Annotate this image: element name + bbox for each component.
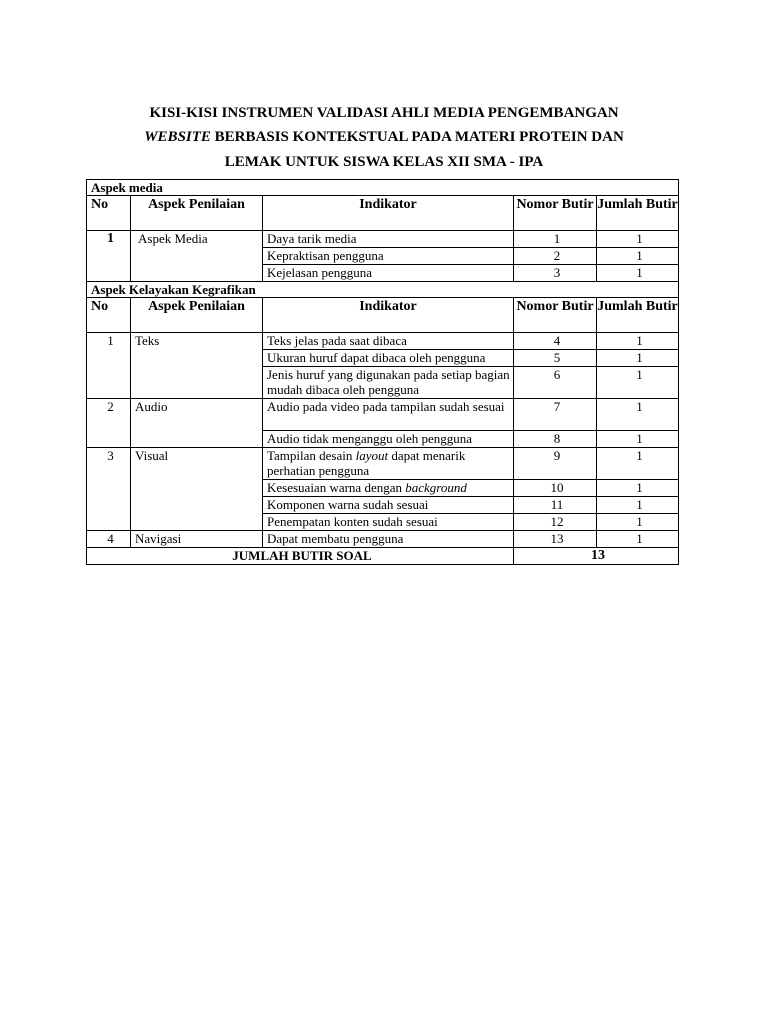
row-indikator: Dapat membatu pengguna [263, 531, 514, 548]
row-jumlah: 1 [597, 431, 679, 448]
total-row [87, 548, 679, 565]
kisi-kisi-table [86, 179, 679, 565]
header-no: No [87, 196, 131, 231]
row-jumlah: 1 [597, 514, 679, 531]
row-no: 3 [87, 448, 131, 531]
row-indikator: Kepraktisan pengguna [263, 248, 514, 265]
total-label: JUMLAH BUTIR SOAL [87, 548, 514, 565]
row-aspek: Navigasi [131, 531, 263, 548]
header-row [87, 196, 679, 231]
row-no: 4 [87, 531, 131, 548]
header-aspek: Aspek Penilaian [131, 196, 263, 231]
row-jumlah: 1 [597, 265, 679, 282]
row-jumlah: 1 [597, 231, 679, 248]
title-line2-rest: BERBASIS KONTEKSTUAL PADA MATERI PROTEIN DAN [210, 129, 624, 145]
section-row [87, 180, 679, 196]
row-jumlah: 1 [597, 531, 679, 548]
row-jumlah: 1 [597, 399, 679, 431]
header-nomor-butir: Nomor Butir [514, 298, 597, 333]
row-nomor: 2 [514, 248, 597, 265]
row-jumlah: 1 [597, 497, 679, 514]
row-indikator: Teks jelas pada saat dibaca [263, 333, 514, 350]
indikator-italic: background [405, 480, 467, 495]
row-indikator: Komponen warna sudah sesuai [263, 497, 514, 514]
section-label: Aspek Kelayakan Kegrafikan [87, 282, 679, 298]
table-row [87, 333, 679, 350]
row-nomor: 13 [514, 531, 597, 548]
indikator-italic: layout [355, 448, 389, 463]
header-row [87, 298, 679, 333]
row-aspek: Audio [131, 399, 263, 448]
row-indikator: Audio pada video pada tampilan sudah sesuai [263, 399, 514, 431]
row-jumlah: 1 [597, 248, 679, 265]
row-aspek: Teks [131, 333, 263, 399]
indikator-text: dapat menarik perhatian pengguna [267, 448, 466, 478]
document-title-line2 [0, 128, 768, 146]
row-indikator: Ukuran huruf dapat dibaca oleh pengguna [263, 350, 514, 367]
row-nomor: 8 [514, 431, 597, 448]
row-indikator: Penempatan konten sudah sesuai [263, 514, 514, 531]
header-indikator: Indikator [263, 298, 514, 333]
row-indikator: Audio tidak menganggu oleh pengguna [263, 431, 514, 448]
row-nomor: 9 [514, 448, 597, 480]
row-jumlah: 1 [597, 333, 679, 350]
section-label: Aspek media [87, 180, 679, 196]
row-jumlah: 1 [597, 350, 679, 367]
row-nomor: 10 [514, 480, 597, 497]
row-nomor: 6 [514, 367, 597, 399]
row-nomor: 5 [514, 350, 597, 367]
row-no: 1 [87, 231, 131, 282]
row-indikator: Jenis huruf yang digunakan pada setiap bagian mudah dibaca oleh pengguna [263, 367, 514, 399]
header-jumlah-butir: Jumlah Butir [597, 298, 679, 333]
row-indikator [263, 480, 514, 497]
document-title-line1: KISI-KISI INSTRUMEN VALIDASI AHLI MEDIA PENGEMBANGAN [149, 105, 619, 121]
row-nomor: 11 [514, 497, 597, 514]
header-no: No [87, 298, 131, 333]
indikator-text: Tampilan desain [267, 448, 356, 463]
row-indikator [263, 448, 514, 480]
total-value: 13 [514, 548, 679, 565]
row-no: 2 [87, 399, 131, 448]
row-nomor: 12 [514, 514, 597, 531]
header-jumlah-butir: Jumlah Butir [597, 196, 679, 231]
table-row [87, 531, 679, 548]
row-jumlah: 1 [597, 367, 679, 399]
indikator-text: Kesesuaian warna dengan [267, 480, 406, 495]
row-jumlah: 1 [597, 448, 679, 480]
document-title-line3: LEMAK UNTUK SISWA KELAS XII SMA - IPA [224, 154, 544, 170]
row-indikator: Daya tarik media [263, 231, 514, 248]
row-nomor: 4 [514, 333, 597, 350]
header-aspek: Aspek Penilaian [131, 298, 263, 333]
row-nomor: 7 [514, 399, 597, 431]
row-no: 1 [87, 333, 131, 399]
title-italic-word: WEBSITE [144, 129, 211, 145]
row-nomor: 3 [514, 265, 597, 282]
section-row [87, 282, 679, 298]
table-row [87, 231, 679, 248]
header-nomor-butir: Nomor Butir [514, 196, 597, 231]
row-indikator: Kejelasan pengguna [263, 265, 514, 282]
row-aspek: Visual [131, 448, 263, 531]
header-indikator: Indikator [263, 196, 514, 231]
row-jumlah: 1 [597, 480, 679, 497]
row-aspek: Aspek Media [131, 231, 263, 282]
table-row [87, 399, 679, 431]
row-nomor: 1 [514, 231, 597, 248]
table-row [87, 448, 679, 480]
